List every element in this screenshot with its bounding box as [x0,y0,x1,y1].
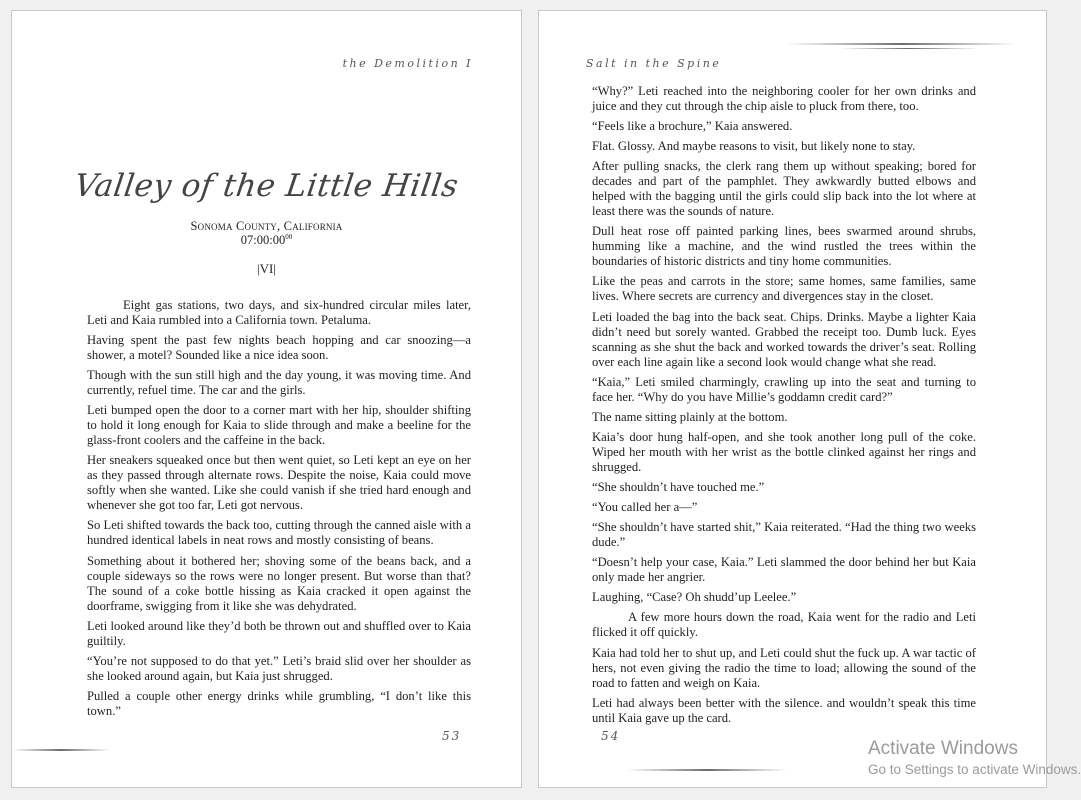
paragraph: Leti bumped open the door to a corner mart with her hip, shoulder shifting to hold it long enough for Kaia to slide through and make a beeline for the glass-front coolers and the caffeine in the back. [87,403,471,448]
paragraph: “Feels like a brochure,” Kaia answered. [592,119,793,134]
watermark-subtitle: Go to Settings to activate Windows. [868,762,1081,777]
paragraph: Kaia had told her to shut up, and Leti could shut the fuck up. A war tactic of hers, not even giving the radio the time to load; allowing the sound of the road to fatten and weigh on Kaia. [592,645,976,690]
paragraph [87,298,471,328]
chapter-title: Valley of the Little Hills [72,168,461,204]
paragraph: “Why?” Leti reached into the neighboring cooler for her own drinks and juice and they cut through the chip aisle to pluck from there, too. [592,84,976,113]
paragraph: Leti had always been better with the silence. and wouldn’t speak this time until Kaia gave up the card. [592,695,976,725]
running-head: the Demolition I [342,57,473,70]
body-text [87,298,471,724]
paragraph: “Kaia,” Leti smiled charmingly, crawling up into the seat and turning to face her. “Why do you have Millie’s goddamn credit card?” [592,374,976,404]
paragraph: Laughing, “Case? Oh shudd’up Leelee.” [592,590,797,605]
activation-watermark [868,737,1081,779]
chapter-number: |VI| [257,261,276,276]
body-text [592,84,976,731]
paragraph: Leti loaded the bag into the back seat. Chips. Drinks. Maybe a lighter Kaia didn’t need but sorely wanted. Grabbed the receipt too. Dumb luck. Eyes scanning as she shut the back and worked towards the driver’s seat. Rolling over each line again like a second look would change what she read. [592,309,976,369]
paragraph: “You called her a—” [592,500,698,515]
paragraph: “She shouldn’t have touched me.” [592,479,765,494]
watermark-title: Activate Windows [868,738,1018,759]
paragraph: Leti looked around like they’d both be thrown out and shuffled over to Kaia guiltily. [87,618,471,648]
paragraph: So Leti shifted towards the back too, cutting through the canned aisle with a hundred identical labels in neat rows and mostly consisting of beans. [87,518,471,548]
paragraph: Something about it bothered her; shoving some of the beans back, and a couple sideways so the rows were no longer present. But worse than that? The sound of a coke bottle hissing as Kaia cracked it open against the doorframe, swigging from it like she was dehydrated. [87,553,471,613]
brush-stroke-ornament [787,43,1017,45]
paragraph: Like the peas and carrots in the store; same homes, same families, same lives. Where secrets are currency and divergences stay in the closet. [592,274,976,304]
paragraph: “Doesn’t help your case, Kaia.” Leti slammed the door behind her but Kaia only made her angrier. [592,555,976,585]
right-page [538,10,1047,788]
page-number: 54 [601,729,621,743]
paragraph: Though with the sun still high and the day young, it was moving time. And currently, refuel time. The car and the girls. [87,368,471,398]
running-head: Salt in the Spine [586,57,722,70]
chapter-time-sup: 00 [285,233,293,241]
brush-stroke-ornament [839,48,979,49]
paragraph-text: Eight gas stations, two days, and six-hundred circular miles later, Leti and Kaia rumbled into a California town. Petaluma. [87,298,471,327]
chapter-time [12,233,521,248]
paragraph: Kaia’s door hung half-open, and she took another long pull of the coke. Wiped her mouth with her wrist as the bottle clinked against her rings and shrugged. [592,429,976,474]
left-page [11,10,522,788]
paragraph: After pulling snacks, the clerk rang them up without speaking; bored for decades and part of the pamphlet. They awkwardly butted elbows and helped with the bagging until the girls could slip back into the lot where at least there was the sounds of nature. [592,159,976,219]
paragraph: Pulled a couple other energy drinks while grumbling, “I don’t like this town.” [87,688,471,718]
paragraph: Dull heat rose off painted parking lines, bees swarmed around shrubs, humming like a machine, and the wind rustled the trees within the boundaries of historic districts and tiny home communities. [592,224,976,269]
paragraph: Flat. Glossy. And maybe reasons to visit, but likely none to stay. [592,139,916,154]
paragraph: A few more hours down the road, Kaia went for the radio and Leti flicked it off quickly. [592,610,976,640]
brush-stroke-ornament [12,749,110,751]
brush-stroke-ornament [627,769,787,771]
paragraph: Her sneakers squeaked once but then went quiet, so Leti kept an eye on her as they passed through alternate rows. Despite the noise, Kaia could move softly when she wanted. Like she could vanish if she tried hard enough and whenever she got too far, Leti got nervous. [87,453,471,513]
paragraph: Having spent the past few nights beach hopping and car snoozing—a shower, a motel? Sounded like a nice idea soon. [87,333,471,363]
paragraph: “You’re not supposed to do that yet.” Leti’s braid slid over her shoulder as she looked around again, but Kaia just shrugged. [87,653,471,683]
paragraph: “She shouldn’t have started shit,” Kaia reiterated. “Had the thing two weeks dude.” [592,520,976,550]
page-number: 53 [442,729,462,743]
paragraph: The name sitting plainly at the bottom. [592,409,788,424]
chapter-time-value: 07:00:00 [240,233,286,247]
chapter-location: Sonoma County, California [190,219,343,233]
